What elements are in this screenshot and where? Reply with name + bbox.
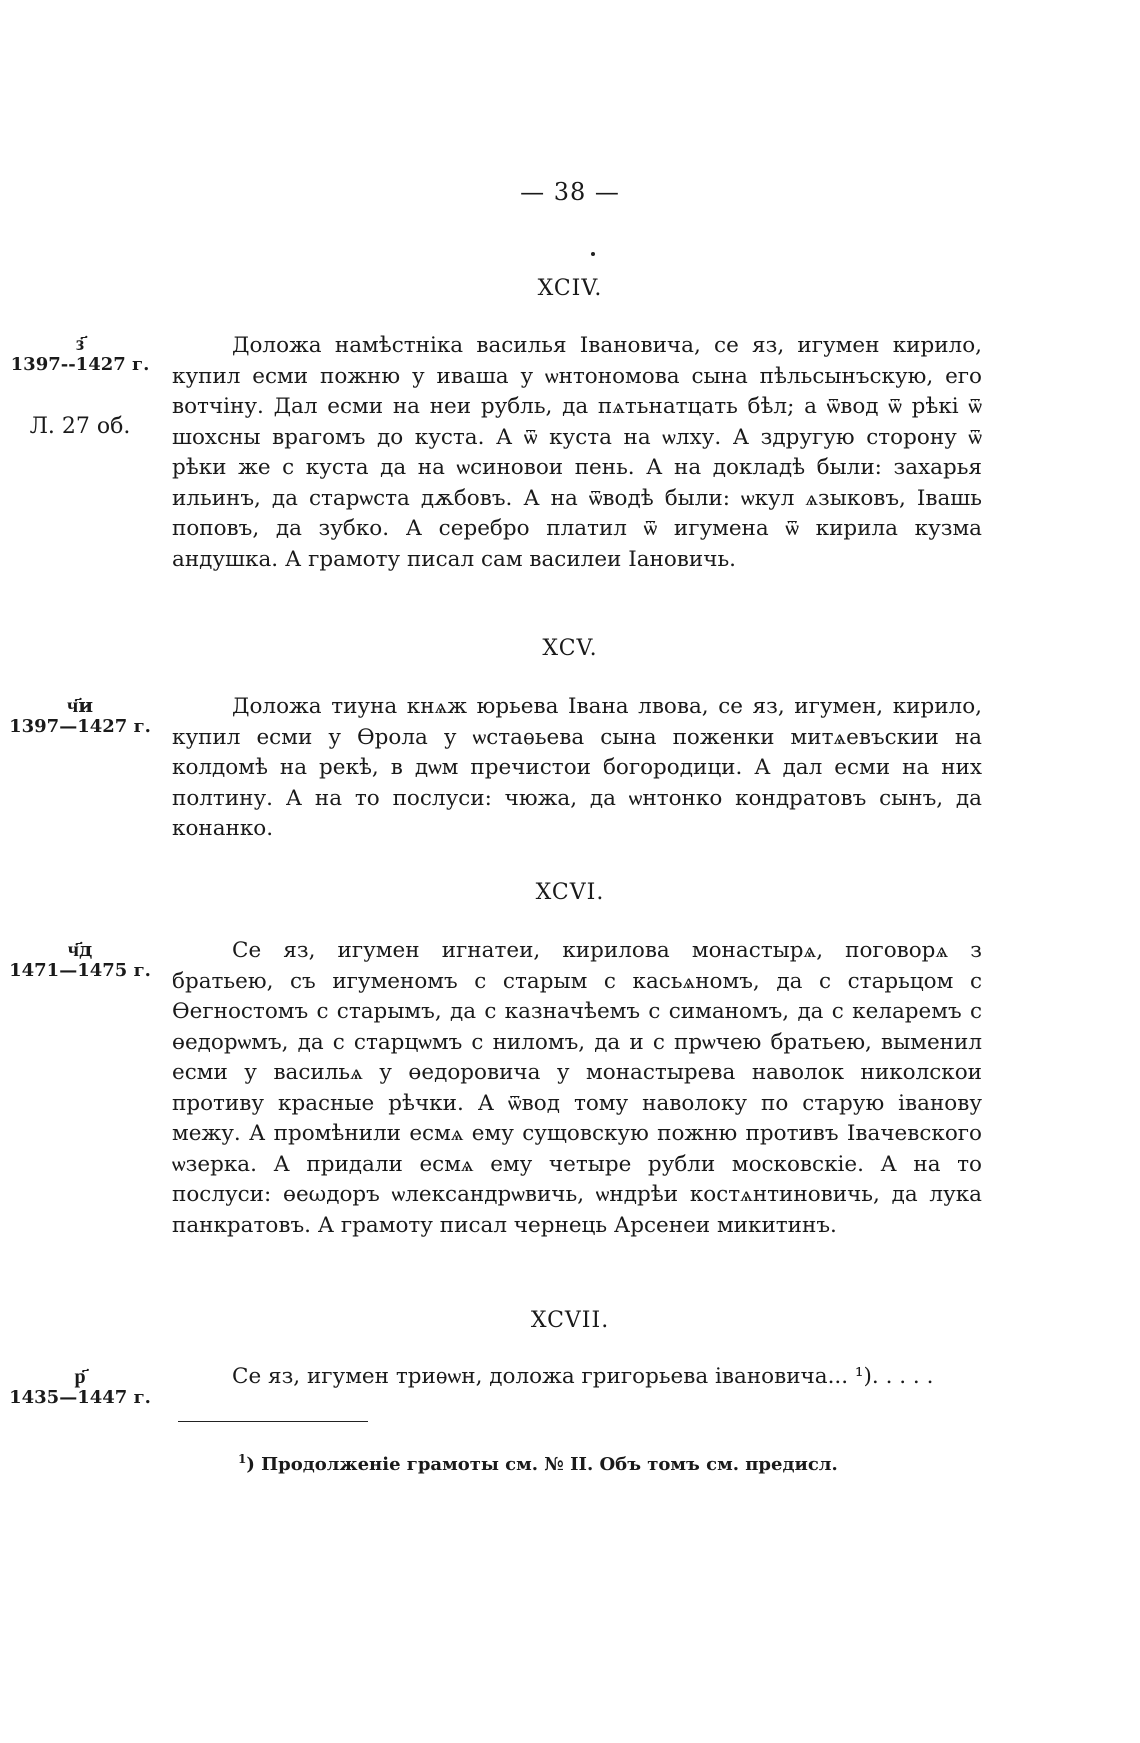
margin-date: 1397--1427 г. <box>10 354 150 375</box>
margin-number: р҃ <box>74 1364 86 1388</box>
document-text: Се яз, игумен триѳѡн, доложа григорьева івановича... ¹). . . . . <box>232 1364 934 1389</box>
footnote-rule <box>178 1421 368 1422</box>
margin-notes <box>0 1365 160 1409</box>
document-text: Доложа тиуна кнѧж юрьева Івана лвова, се яз, игумен, кирило, купил есми у Өрола у ѡстаѳьева сына поженки митѧевъскии на колдомѣ на рекѣ, в дѡм пречистои богородици. А дал есми на них полтину. А на то послуси: чюжа, да ѡнтонко кондратовъ сынъ, да конанко. <box>172 694 982 841</box>
ink-dot <box>591 252 595 256</box>
margin-number: з҃ <box>75 331 85 355</box>
footnote-mark: 1 <box>238 1452 247 1466</box>
margin-number: ч҃д <box>67 937 93 961</box>
margin-notes <box>0 332 160 440</box>
margin-notes <box>0 694 160 738</box>
document-heading: XCVI. <box>535 880 605 905</box>
document-heading: XCV. <box>542 636 598 661</box>
page-number: — 38 — <box>520 178 620 206</box>
margin-notes <box>0 938 160 982</box>
document-text: Се яз, игумен игнатеи, кирилова монастырѧ, поговорѧ з братьею, съ игуменомъ с старым с касьѧномъ, да с старьцом с Өегностомъ с старымъ, да с казначѣемъ с симаномъ, да с келаремъ с өедорѡмъ, да с старцѡмъ с ниломъ, да и с прѡчею братьею, выменил есми у васильѧ у өедоровича у монастырева наволок николскои противу красные рѣчки. А ѿвод тому наволоку по старую іванову межу. А промѣнили есмѧ ему сущовскую пожню противъ Івачевского ѡзерка. А придали есмѧ ему четыре рубли московскіе. А на то послуси: өеωдоръ ѡлександрѡвичь, ѡндрѣи костѧнтиновичь, да лука панкратовъ. А грамоту писал чернець Арсенеи микитинъ. <box>172 938 982 1238</box>
margin-leaf-reference: Л. 27 об. <box>29 414 131 439</box>
document-heading: XCIV. <box>537 276 603 301</box>
margin-number: ч҃и <box>66 693 94 717</box>
footnote-text: ) Продолженіе грамоты см. № II. Объ томъ см. предисл. <box>246 1454 838 1475</box>
margin-date: 1435—1447 г. <box>9 1387 151 1408</box>
document-text: Доложа намѣстніка василья Івановича, се яз, игумен кирило, купил есми пожню у иваша у ѡнтономова сына пѣльсынъскую, его вотчіну. Дал есми на неи рубль, да пѧтьнатцать бѣл; а ѿвод ѿ рѣкі ѿ шохсны врагомъ до куста. А ѿ куста на ѡлху. А здругую сторону ѿ рѣки же с куста да на ѡсиновои пень. А на докладѣ были: захарья ильинъ, да старѡста дѫбовъ. А на ѿводѣ были: ѡкул ѧзыковъ, Івашь поповъ, да зубко. А серебро платил ѿ игумена ѿ кирила кузма андушка. А грамоту писал сам василеи Іановичь. <box>172 333 982 572</box>
margin-date: 1471—1475 г. <box>9 960 151 981</box>
document-heading: XCVII. <box>530 1308 610 1333</box>
margin-date: 1397—1427 г. <box>9 716 151 737</box>
footnote <box>238 1452 1098 1475</box>
